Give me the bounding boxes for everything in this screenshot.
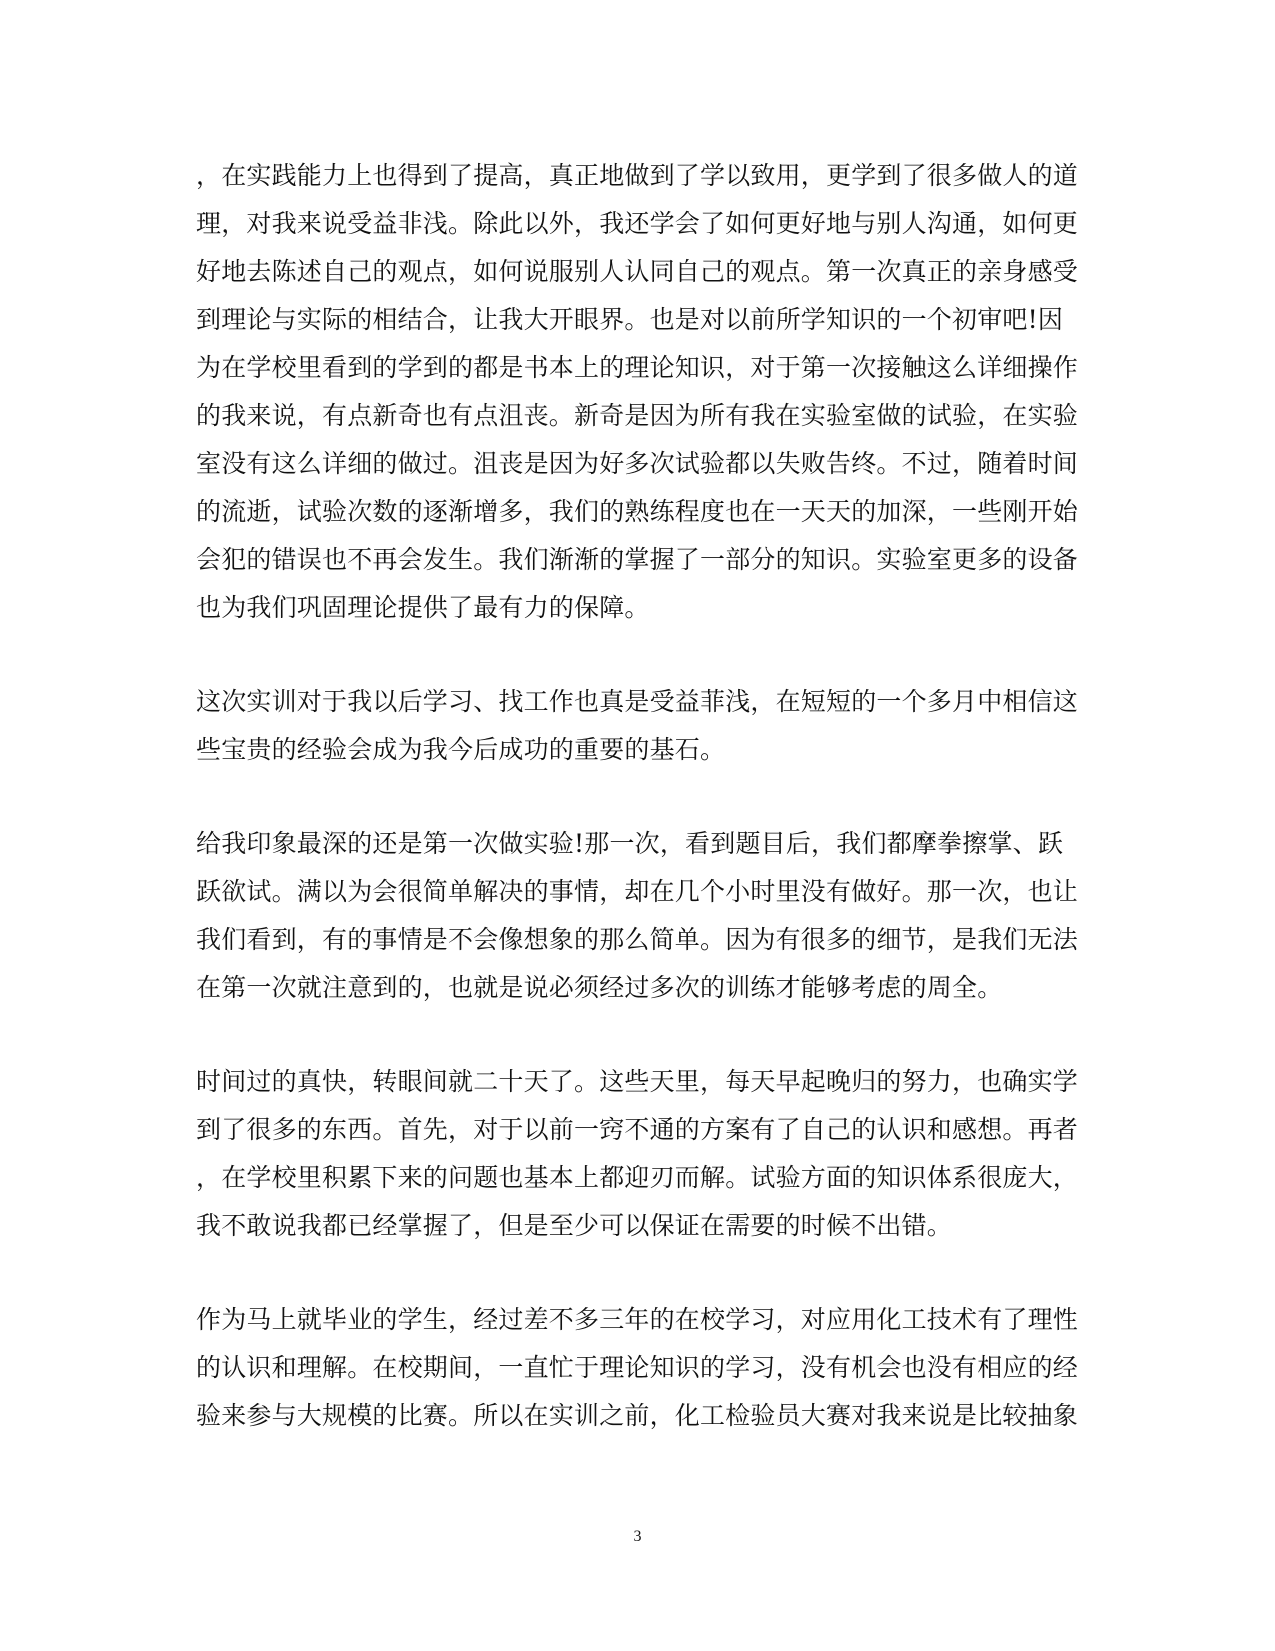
text-line: 的我来说，有点新奇也有点沮丧。新奇是因为所有我在实验室做的试验，在实验 [196, 401, 1079, 430]
text-line: 会犯的错误也不再会发生。我们渐渐的掌握了一部分的知识。实验室更多的设备 [196, 545, 1079, 574]
text-line: 的流逝，试验次数的逐渐增多，我们的熟练程度也在一天天的加深，一些刚开始 [196, 497, 1079, 526]
text-line: 跃欲试。满以为会很简单解决的事情，却在几个小时里没有做好。那一次，也让 [196, 877, 1079, 906]
text-line: 到了很多的东西。首先，对于以前一窍不通的方案有了自己的认识和感想。再者 [196, 1115, 1079, 1144]
text-line: 的认识和理解。在校期间，一直忙于理论知识的学习，没有机会也没有相应的经 [196, 1353, 1079, 1382]
text-line: 我们看到，有的事情是不会像想象的那么简单。因为有很多的细节，是我们无法 [196, 925, 1079, 954]
page-number: 3 [633, 1528, 642, 1545]
text-line: 在第一次就注意到的，也就是说必须经过多次的训练才能够考虑的周全。 [196, 973, 1003, 1002]
text-line: 我不敢说我都已经掌握了，但是至少可以保证在需要的时候不出错。 [196, 1211, 953, 1240]
text-line: 些宝贵的经验会成为我今后成功的重要的基石。 [196, 735, 726, 764]
text-line: 这次实训对于我以后学习、找工作也真是受益菲浅，在短短的一个多月中相信这 [196, 687, 1079, 716]
text-line: 到理论与实际的相结合，让我大开眼界。也是对以前所学知识的一个初审吧!因 [196, 305, 1064, 334]
text-line: 为在学校里看到的学到的都是书本上的理论知识，对于第一次接触这么详细操作 [196, 353, 1079, 382]
text-line: 也为我们巩固理论提供了最有力的保障。 [196, 593, 650, 622]
text-line: 时间过的真快，转眼间就二十天了。这些天里，每天早起晚归的努力，也确实学 [196, 1067, 1079, 1096]
text-line: 好地去陈述自己的观点，如何说服别人认同自己的观点。第一次真正的亲身感受 [196, 257, 1079, 286]
text-line: ，在学校里积累下来的问题也基本上都迎刃而解。试验方面的知识体系很庞大， [196, 1163, 1079, 1192]
text-line: 室没有这么详细的做过。沮丧是因为好多次试验都以失败告终。不过，随着时间 [196, 449, 1079, 478]
text-line: ，在实践能力上也得到了提高，真正地做到了学以致用，更学到了很多做人的道 [196, 161, 1079, 190]
text-line: 给我印象最深的还是第一次做实验!那一次，看到题目后，我们都摩拳擦掌、跃 [196, 829, 1064, 858]
text-line: 理，对我来说受益非浅。除此以外，我还学会了如何更好地与别人沟通，如何更 [196, 209, 1079, 238]
text-line: 作为马上就毕业的学生，经过差不多三年的在校学习，对应用化工技术有了理性 [196, 1305, 1079, 1334]
text-line: 验来参与大规模的比赛。所以在实训之前，化工检验员大赛对我来说是比较抽象 [196, 1401, 1079, 1430]
